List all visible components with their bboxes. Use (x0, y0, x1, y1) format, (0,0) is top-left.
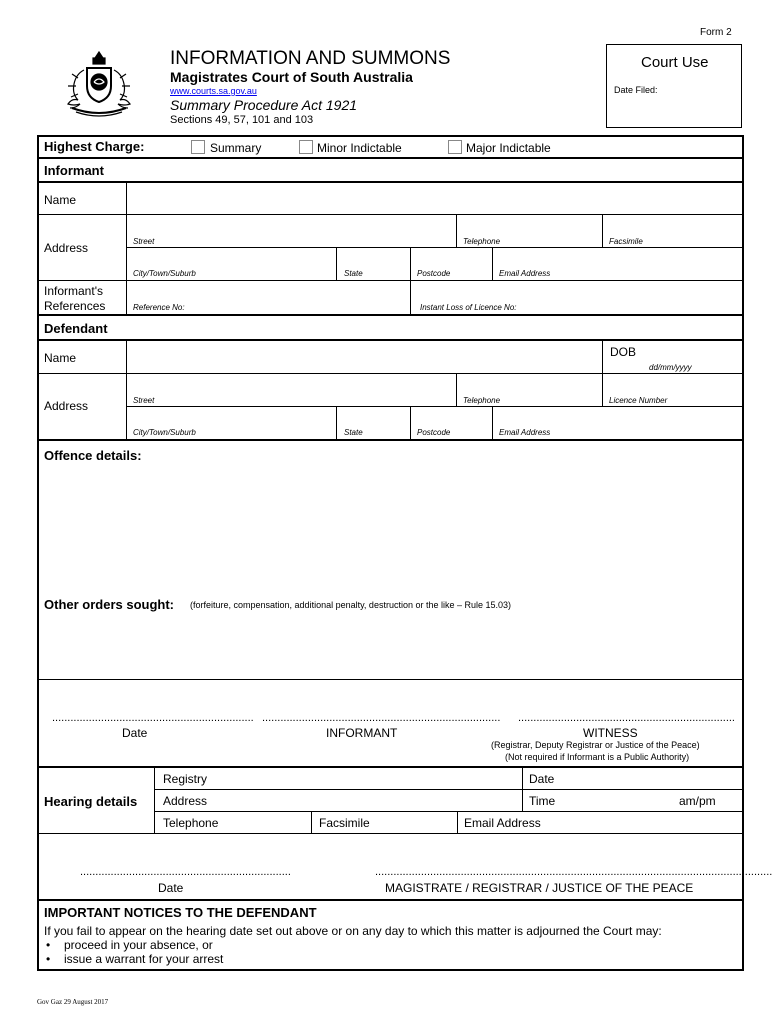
informant-facsimile-label: Facsimile (609, 237, 643, 246)
dob-format-label: dd/mm/yyyy (649, 363, 692, 372)
other-orders-field[interactable] (40, 614, 740, 676)
signature-date-label: Date (122, 726, 148, 740)
registry-label: Registry (163, 772, 208, 786)
defendant-heading: Defendant (44, 321, 108, 336)
defendant-postcode-label: Postcode (417, 428, 451, 437)
informant-signature-line[interactable]: .............................................................................. (262, 712, 501, 724)
informant-name-label: Name (44, 193, 77, 207)
form-number: Form 2 (700, 27, 732, 38)
form-title: INFORMATION AND SUMMONS (170, 48, 451, 69)
defendant-telephone-label: Telephone (463, 396, 501, 405)
defendant-address-label: Address (44, 399, 89, 413)
act-name: Summary Procedure Act 1921 (170, 97, 358, 113)
informant-heading: Informant (44, 163, 104, 178)
defendant-city-label: City/Town/Suburb (133, 428, 196, 437)
major-indictable-option-label: Major Indictable (466, 141, 551, 155)
hearing-date-label: Date (529, 772, 555, 786)
defendant-name-label: Name (44, 351, 77, 365)
defendant-state-label: State (344, 428, 363, 437)
notices-text: If you fail to appear on the hearing date set out above or on any day to which this matter is adjourned the Court may: (44, 924, 662, 938)
footer-gazette: Gov Gaz 29 August 2017 (37, 998, 109, 1006)
hearing-time-label: Time (529, 794, 556, 808)
offence-details-field[interactable] (40, 466, 740, 592)
witness-note-registrar: (Registrar, Deputy Registrar or Justice of the Peace) (491, 740, 700, 750)
date-signature-line[interactable]: .................................................................. (52, 712, 254, 724)
defendant-licence-label: Licence Number (609, 396, 668, 405)
informant-signature-label: INFORMANT (326, 726, 398, 740)
notice-bullet-2: • (46, 952, 51, 966)
hearing-email-label: Email Address (464, 816, 541, 830)
highest-charge-label: Highest Charge: (44, 139, 145, 154)
notices-heading: IMPORTANT NOTICES TO THE DEFENDANT (44, 905, 317, 920)
magistrate-date-label: Date (158, 881, 184, 895)
notice-item-warrant: issue a warrant for your arrest (64, 952, 224, 966)
court-use-title: Court Use (641, 54, 709, 71)
informant-references-label: Informant's References (44, 284, 106, 313)
informant-postcode-label: Postcode (417, 269, 451, 278)
hearing-details-label: Hearing details (44, 794, 138, 809)
hearing-address-label: Address (163, 794, 208, 808)
magistrate-signatory-label: MAGISTRATE / REGISTRAR / JUSTICE OF THE PEACE (385, 881, 694, 895)
witness-signature-line[interactable]: ....................................................................... (518, 712, 735, 724)
date-filed-label: Date Filed: (614, 85, 658, 95)
hearing-facsimile-label: Facsimile (319, 816, 370, 830)
summary-checkbox[interactable] (191, 140, 205, 154)
defendant-street-label: Street (133, 396, 155, 405)
notice-bullet-1: • (46, 938, 51, 952)
notice-item-absence: proceed in your absence, or (64, 938, 213, 952)
minor-indictable-checkbox[interactable] (299, 140, 313, 154)
informant-street-label: Street (133, 237, 155, 246)
informant-email-label: Email Address (499, 269, 551, 278)
magistrate-signature-line[interactable]: .................................................................................................................................. (375, 866, 772, 878)
major-indictable-checkbox[interactable] (448, 140, 462, 154)
minor-indictable-option-label: Minor Indictable (317, 141, 402, 155)
coat-of-arms-logo (60, 48, 138, 124)
informant-city-label: City/Town/Suburb (133, 269, 196, 278)
sections-text: Sections 49, 57, 101 and 103 (170, 114, 314, 126)
magistrate-date-line[interactable]: ..................................................................... (80, 866, 291, 878)
informant-address-label: Address (44, 241, 89, 255)
offence-details-heading: Offence details: (44, 448, 142, 463)
witness-note-authority: (Not required if Informant is a Public Authority) (505, 752, 690, 762)
court-use-box (606, 44, 742, 128)
other-orders-note: (forfeiture, compensation, additional penalty, destruction or the like – Rule 15.03) (190, 600, 512, 610)
instant-loss-label: Instant Loss of Licence No: (420, 303, 517, 312)
witness-signature-label: WITNESS (583, 726, 638, 740)
hearing-telephone-label: Telephone (163, 816, 219, 830)
summary-option-label: Summary (210, 141, 262, 155)
dob-label: DOB (610, 345, 637, 359)
informant-name-field[interactable] (127, 183, 742, 213)
am-pm-label: am/pm (679, 794, 716, 808)
other-orders-label: Other orders sought: (44, 597, 175, 612)
informant-telephone-label: Telephone (463, 237, 501, 246)
court-name: Magistrates Court of South Australia (170, 69, 413, 85)
reference-no-label: Reference No: (133, 303, 185, 312)
informant-state-label: State (344, 269, 363, 278)
defendant-name-field[interactable] (127, 341, 601, 372)
defendant-email-label: Email Address (499, 428, 551, 437)
court-website-link[interactable]: www.courts.sa.gov.au (170, 86, 257, 96)
